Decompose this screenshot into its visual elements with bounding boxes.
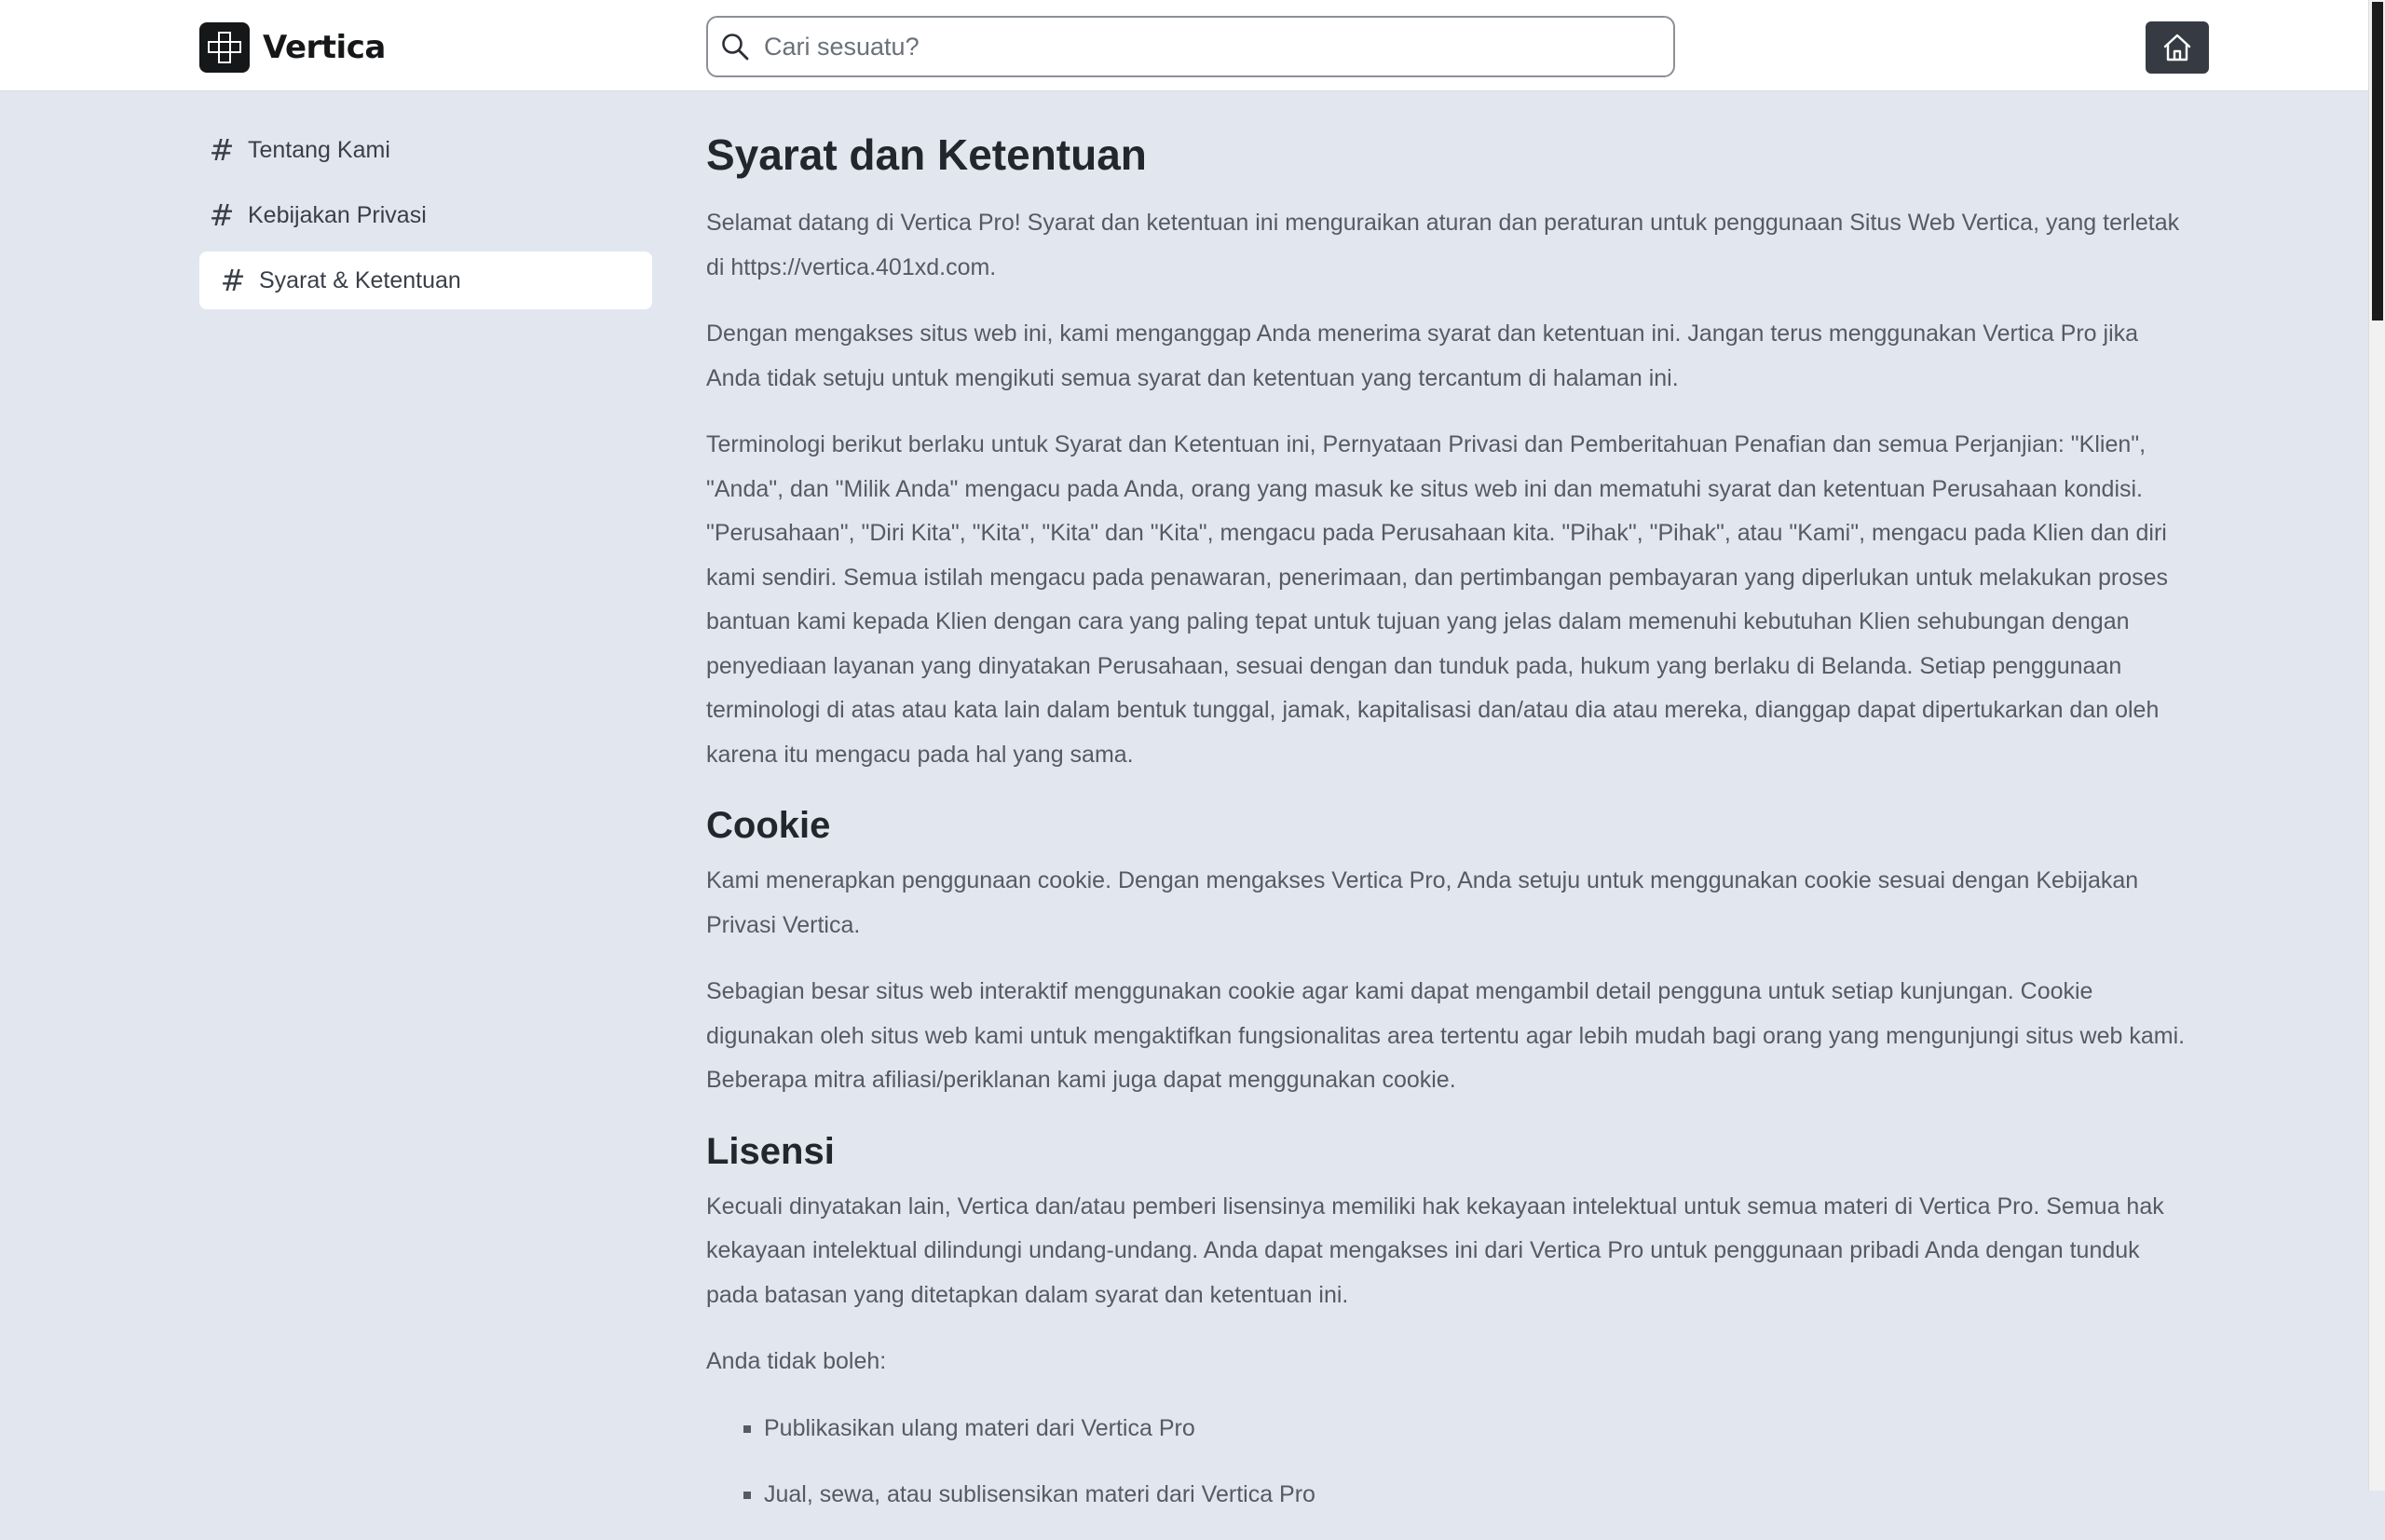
search-box[interactable] bbox=[706, 16, 1675, 77]
search-icon bbox=[719, 31, 751, 62]
brand-logo[interactable] bbox=[199, 22, 386, 73]
sidebar-item-syarat-ketentuan[interactable] bbox=[199, 252, 652, 309]
sidebar-item-kebijakan-privasi[interactable] bbox=[199, 186, 652, 244]
intro-paragraph: Terminologi berikut berlaku untuk Syarat dan Ketentuan ini, Pernyataan Privasi dan Pemberitahuan Penafian dan semua Perjanjian: "Klien", "Anda", dan "Milik Anda" mengacu pada Anda, orang yang masuk ke situs web ini dan mematuhi syarat dan ketentuan Perusahaan kondisi. "Perusahaan", "Diri Kita", "Kita", "Kita" dan "Kita", mengacu pada Perusahaan kita. "Pihak", "Pihak", atau "Kami", mengacu pada Klien dan diri kami sendiri. Semua istilah mengacu pada penawaran, penerimaan, dan pertimbangan pembayaran yang diperlukan untuk melakukan proses bantuan kami kepada Klien dengan cara yang paling tepat untuk tujuan yang jelas dalam memenuhi kebutuhan Klien sehubungan dengan penyediaan layanan yang dinyatakan Perusahaan, sesuai dengan dan tunduk pada, hukum yang berlaku di Belanda. Setiap penggunaan terminologi di atas atau kata lain dalam bentuk tunggal, jamak, kapitalisasi dan/atau dia atau mereka, dianggap dapat dipertukarkan dan oleh karena itu mengacu pada hal yang sama. bbox=[706, 431, 2169, 768]
intro-paragraph: Dengan mengakses situs web ini, kami menganggap Anda menerima syarat dan ketentuan ini. Jangan terus menggunakan Vertica Pro jika Anda tidak setuju untuk mengikuti semua syarat dan ketentuan yang tercantum di halaman ini. bbox=[706, 320, 2139, 391]
list-item: Publikasikan ulang materi dari Vertica Pro bbox=[764, 1407, 2187, 1451]
top-navbar bbox=[0, 0, 2385, 91]
sidebar-item-label: Kebijakan Privasi bbox=[248, 201, 427, 228]
page-scrollbar[interactable] bbox=[2368, 0, 2385, 1491]
home-button[interactable] bbox=[2146, 21, 2209, 74]
sidebar-item-label: Tentang Kami bbox=[248, 136, 390, 163]
page-title: Syarat dan Ketentuan bbox=[706, 130, 1147, 179]
brand-name: Vertica bbox=[263, 29, 386, 66]
section-heading-license: Lisensi bbox=[706, 1130, 835, 1172]
vertica-logo-icon bbox=[199, 22, 250, 73]
hash-icon: # bbox=[220, 263, 246, 298]
cookie-paragraph: Kami menerapkan penggunaan cookie. Dengan mengakses Vertica Pro, Anda setuju untuk menggunakan cookie sesuai dengan Kebijakan Privasi Vertica. bbox=[706, 867, 2139, 938]
intro-paragraph: Selamat datang di Vertica Pro! Syarat dan ketentuan ini menguraikan aturan dan peraturan untuk penggunaan Situs Web Vertica, yang terletak di https://vertica.401xd.com. bbox=[706, 210, 2180, 280]
restrictions-list bbox=[706, 1407, 2187, 1518]
sidebar-item-tentang-kami[interactable] bbox=[199, 121, 652, 179]
hash-icon: # bbox=[209, 132, 235, 168]
search-input[interactable] bbox=[762, 32, 1656, 62]
list-item: Jual, sewa, atau sublisensikan materi dari Vertica Pro bbox=[764, 1473, 2187, 1518]
license-paragraph: Anda tidak boleh: bbox=[706, 1348, 887, 1374]
sidebar bbox=[199, 121, 652, 317]
hash-icon: # bbox=[209, 198, 235, 233]
cookie-paragraph: Sebagian besar situs web interaktif menggunakan cookie agar kami dapat mengambil detail pengguna untuk setiap kunjungan. Cookie digunakan oleh situs web kami untuk mengaktifkan fungsionalitas area tertentu agar lebih mudah bagi orang yang mengunjungi situs web kami. Beberapa mitra afiliasi/periklanan kami juga dapat menggunakan cookie. bbox=[706, 978, 2186, 1093]
license-paragraph: Kecuali dinyatakan lain, Vertica dan/atau pemberi lisensinya memiliki hak kekayaan intelektual untuk semua materi di Vertica Pro. Semua hak kekayaan intelektual dilindungi undang-undang. Anda dapat mengakses ini dari Vertica Pro untuk penggunaan pribadi Anda dengan tunduk pada batasan yang ditetapkan dalam syarat dan ketentuan ini. bbox=[706, 1192, 2164, 1308]
sidebar-item-label: Syarat & Ketentuan bbox=[259, 266, 461, 293]
home-icon bbox=[2160, 31, 2194, 64]
section-heading-cookie: Cookie bbox=[706, 805, 831, 846]
main-content bbox=[706, 121, 2187, 1540]
scrollbar-thumb[interactable] bbox=[2372, 2, 2383, 320]
